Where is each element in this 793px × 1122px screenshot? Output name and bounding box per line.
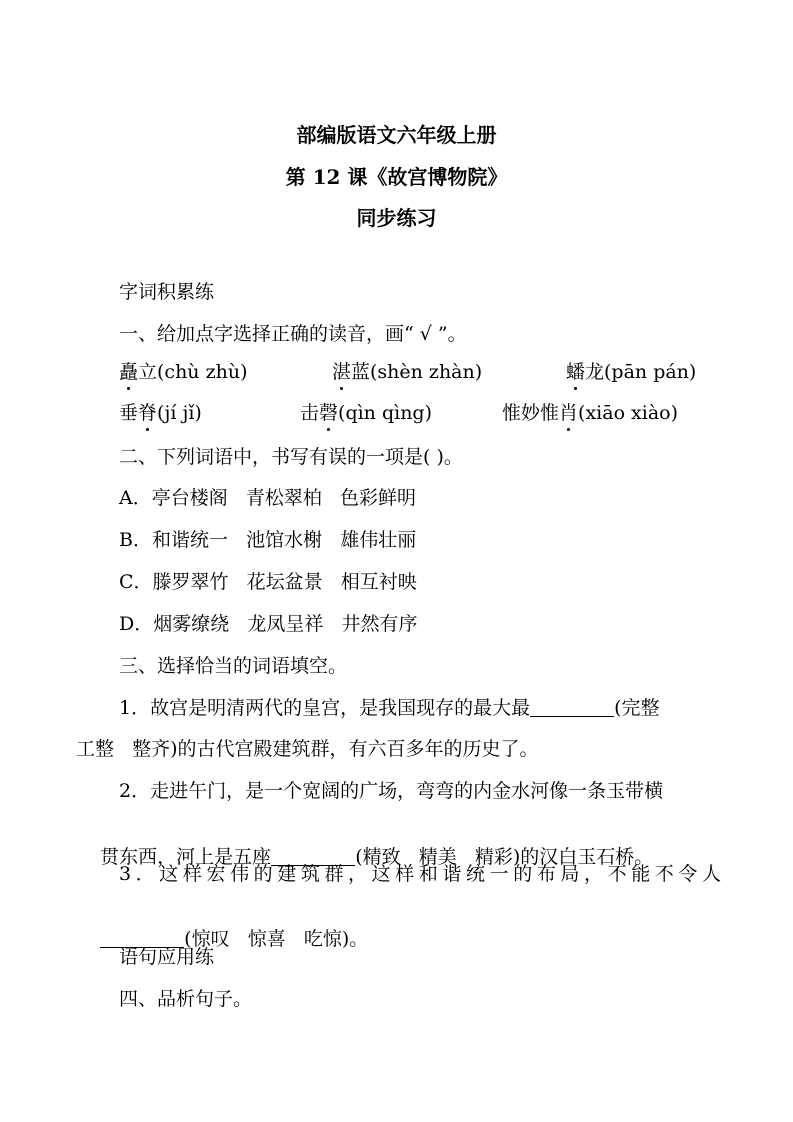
pinyin-item-6: 惟妙惟肖(xiāo xiào) [502, 402, 679, 424]
pinyin-item-5: 击磬(qìn qìng) [300, 402, 433, 424]
question-3-title: 三、选择恰当的词语填空。 [119, 655, 348, 677]
fill-sentence-3-line-1: 3．这样宏伟的建筑群，这样和谐统一的布局，不能不令人 [119, 863, 721, 885]
option-c: C．滕罗翠竹 花坛盆景 相互衬映 [119, 571, 417, 593]
question-2-title: 二、下列词语中，书写有误的一项是( )。 [119, 446, 463, 468]
fill-sentence-3-line-2: (惊叹 惊喜 吃惊)。 [76, 903, 721, 975]
lesson-title: 第 12 课《故宫博物院》 [285, 165, 508, 189]
fill-sentence-2-line-1: 2．走进午门，是一个宽阔的广场，弯弯的内金水河像一条玉带横 [119, 780, 664, 802]
option-b: B．和谐统一 池馆水榭 雄伟壮丽 [119, 529, 417, 551]
option-a: A．亭台楼阁 青松翠柏 色彩鲜明 [119, 487, 416, 509]
pinyin-item-3: 蟠龙(pān pán) [566, 361, 697, 383]
fill-sentence-1-line-2: 工整 整齐)的古代宫殿建筑群，有六百多年的历史了。 [76, 738, 539, 760]
fill-sentence-2-line-2: 贯东西，河上是五座 (精致 精美 精彩)的汉白玉石桥。 [100, 846, 654, 868]
question-1-title: 一、给加点字选择正确的读音，画“ √ ”。 [119, 323, 467, 345]
question-4-title: 四、品析句子。 [119, 988, 253, 1010]
option-d: D．烟雾缭绕 龙凤呈祥 井然有序 [119, 613, 418, 635]
section-heading-sentence: 语句应用练 [119, 946, 215, 968]
fill-blank-1[interactable] [530, 696, 614, 717]
doc-title: 部编版语文六年级上册 [296, 123, 497, 147]
exercise-title: 同步练习 [356, 206, 437, 230]
pinyin-item-2: 湛蓝(shèn zhàn) [332, 361, 483, 383]
pinyin-item-4: 垂脊(jí jǐ) [119, 402, 202, 424]
fill-sentence-1-line-1: 1．故宫是明清两代的皇宫，是我国现存的最大最 (完整 [119, 697, 660, 719]
section-heading-vocab: 字词积累练 [119, 281, 215, 303]
pinyin-item-1: 矗立(chù zhù) [119, 361, 248, 383]
